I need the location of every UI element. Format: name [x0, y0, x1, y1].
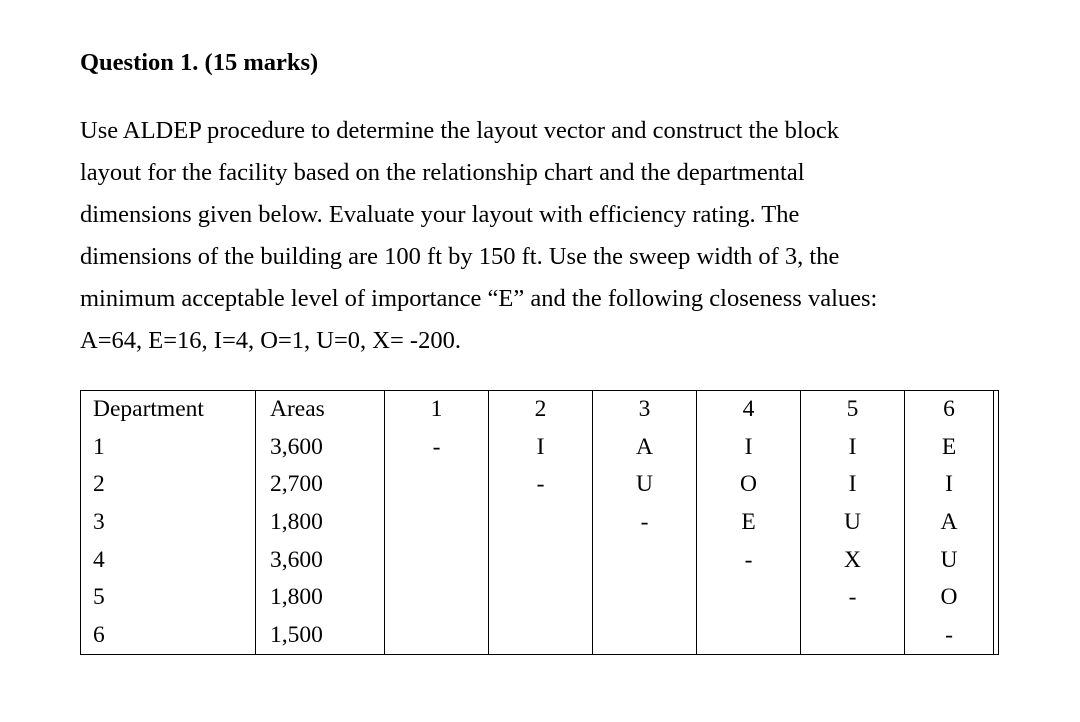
relationship-cell: I [905, 466, 994, 504]
relationship-cell [489, 504, 593, 542]
header-dept-4: 4 [697, 391, 801, 429]
relationship-cell [697, 579, 801, 617]
relationship-cell [385, 504, 489, 542]
relationship-cell [593, 617, 697, 655]
header-dept-1: 1 [385, 391, 489, 429]
question-text-line: minimum acceptable level of importance “E” and the following closeness values: [80, 285, 878, 312]
relationship-cell: I [801, 466, 905, 504]
relationship-table [80, 390, 999, 655]
relationship-cell: I [489, 429, 593, 467]
table-row [81, 504, 999, 542]
question-text-line: dimensions given below. Evaluate your layout with efficiency rating. The [80, 201, 800, 228]
relationship-cell: E [905, 429, 994, 467]
table-row [81, 579, 999, 617]
department-cell: 4 [81, 541, 256, 579]
relationship-cell: - [801, 579, 905, 617]
header-dept-5: 5 [801, 391, 905, 429]
table-tail-cell [994, 429, 999, 467]
relationship-cell: E [697, 504, 801, 542]
relationship-cell [385, 579, 489, 617]
question-text-line: layout for the facility based on the relationship chart and the departmental [80, 159, 805, 186]
table-tail-cell [994, 541, 999, 579]
area-cell: 1,500 [256, 617, 385, 655]
area-cell: 1,800 [256, 579, 385, 617]
relationship-cell [593, 541, 697, 579]
table-row [81, 541, 999, 579]
question-heading: Question 1. (15 marks) [80, 49, 319, 76]
table-row [81, 466, 999, 504]
table-tail-cell [994, 466, 999, 504]
relationship-cell [801, 617, 905, 655]
table-row [81, 429, 999, 467]
relationship-cell: U [801, 504, 905, 542]
department-cell: 1 [81, 429, 256, 467]
relationship-cell: - [385, 429, 489, 467]
question-text-line: dimensions of the building are 100 ft by 150 ft. Use the sweep width of 3, the [80, 243, 840, 270]
relationship-cell: A [593, 429, 697, 467]
relationship-cell [385, 466, 489, 504]
table-tail-cell [994, 504, 999, 542]
relationship-cell: U [593, 466, 697, 504]
relationship-cell [385, 541, 489, 579]
table-header-row [81, 391, 999, 429]
header-dept-6: 6 [905, 391, 994, 429]
relationship-cell [489, 579, 593, 617]
question-text [80, 110, 1040, 362]
relationship-cell: O [697, 466, 801, 504]
relationship-cell: U [905, 541, 994, 579]
header-department: Department [81, 391, 256, 429]
relationship-cell [385, 617, 489, 655]
header-areas: Areas [256, 391, 385, 429]
relationship-cell [489, 617, 593, 655]
department-cell: 2 [81, 466, 256, 504]
relationship-cell [697, 617, 801, 655]
area-cell: 2,700 [256, 466, 385, 504]
question-text-line: Use ALDEP procedure to determine the layout vector and construct the block [80, 117, 840, 144]
relationship-cell: X [801, 541, 905, 579]
header-dept-3: 3 [593, 391, 697, 429]
relationship-cell [593, 579, 697, 617]
relationship-cell: O [905, 579, 994, 617]
relationship-cell: I [697, 429, 801, 467]
department-cell: 3 [81, 504, 256, 542]
relationship-cell: - [489, 466, 593, 504]
area-cell: 3,600 [256, 541, 385, 579]
relationship-cell: - [905, 617, 994, 655]
table-tail-cell [994, 391, 999, 429]
relationship-cell [489, 541, 593, 579]
area-cell: 3,600 [256, 429, 385, 467]
area-cell: 1,800 [256, 504, 385, 542]
table-tail-cell [994, 617, 999, 655]
table-tail-cell [994, 579, 999, 617]
relationship-cell: - [697, 541, 801, 579]
department-cell: 5 [81, 579, 256, 617]
header-dept-2: 2 [489, 391, 593, 429]
relationship-cell: A [905, 504, 994, 542]
question-text-line: A=64, E=16, I=4, O=1, U=0, X= -200. [80, 327, 461, 354]
table-row [81, 617, 999, 655]
relationship-cell: - [593, 504, 697, 542]
department-cell: 6 [81, 617, 256, 655]
relationship-cell: I [801, 429, 905, 467]
